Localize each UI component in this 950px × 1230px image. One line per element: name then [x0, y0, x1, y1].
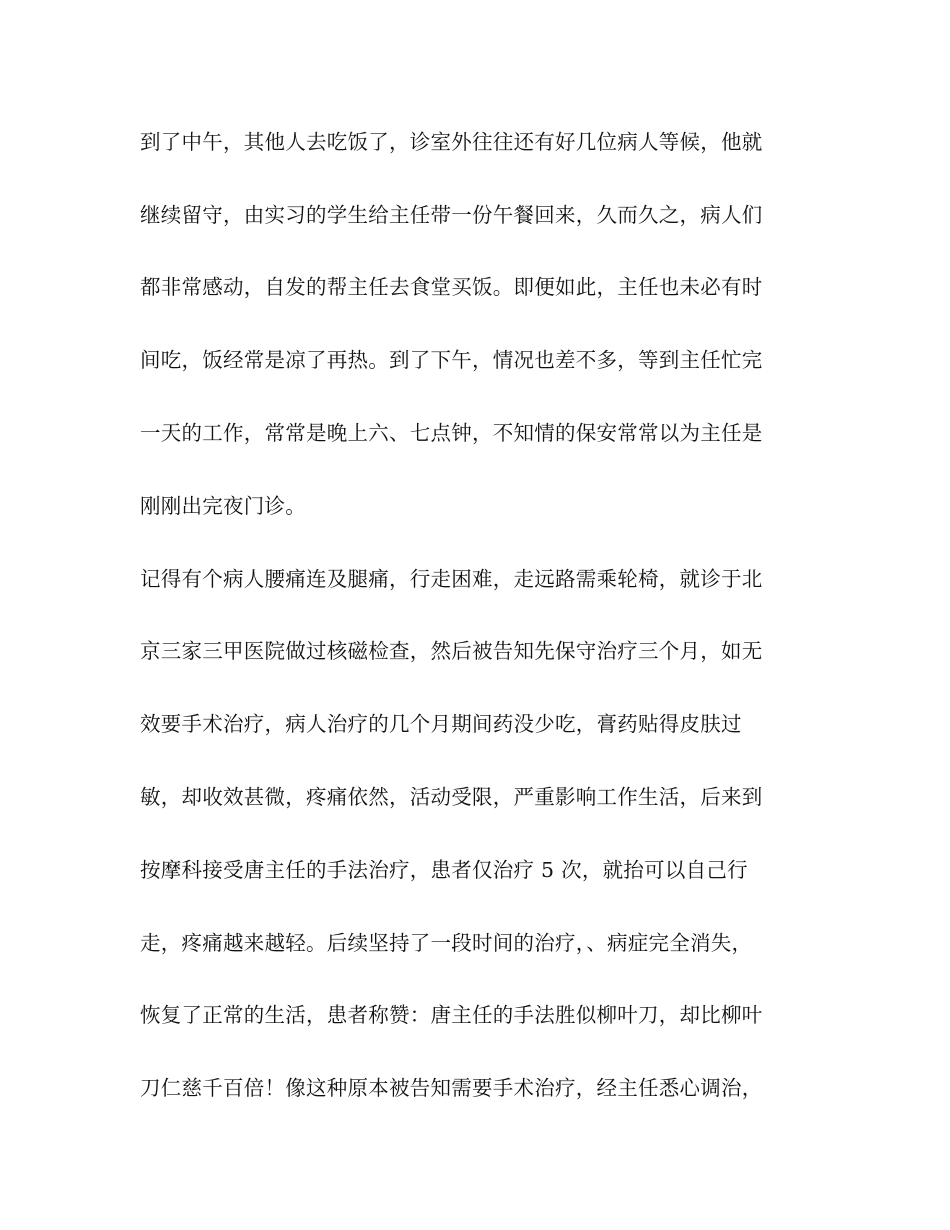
paragraph-1-line-1: 到了中午，其他人去吃饭了，诊室外往往还有好几位病人等候，他就: [140, 130, 763, 154]
paragraph-2-line-5: 按摩科接受唐主任的手法治疗，患者仅治疗 5 次，就抬可以自己行: [140, 858, 748, 882]
paragraph-1-line-4: 间吃，饭经常是凉了再热。到了下午，情况也差不多，等到主任忙完: [140, 348, 763, 372]
paragraph-2-line-6: 走，疼痛越来越轻。后续坚持了一段时间的治疗，、病症完全消失，: [140, 931, 753, 955]
paragraph-2-line-1: 记得有个病人腰痛连及腿痛，行走困难，走远路需乘轮椅，就诊于北: [140, 567, 763, 591]
paragraph-2-line-8: 刀仁慈千百倍！像这种原本被告知需要手术治疗，经主任悉心调治，: [140, 1076, 763, 1100]
paragraph-2-line-4: 敏，却收效甚微，疼痛依然，活动受限，严重影响工作生活，后来到: [140, 785, 763, 809]
paragraph-1-line-2: 继续留守，由实习的学生给主任带一份午餐回来，久而久之，病人们: [140, 203, 763, 227]
paragraph-2-line-7: 恢复了正常的生活，患者称赞：唐主任的手法胜似柳叶刀，却比柳叶: [140, 1003, 763, 1027]
paragraph-1-line-6: 刚刚出完夜门诊。: [140, 494, 306, 518]
paragraph-2-line-3: 效要手术治疗，病人治疗的几个月期间药没少吃，膏药贴得皮肤过: [140, 712, 742, 736]
paragraph-2-line-2: 京三家三甲医院做过核磁检查，然后被告知先保守治疗三个月，如无: [140, 639, 763, 663]
paragraph-1-line-3: 都非常感动，自发的帮主任去食堂买饭。即便如此，主任也未必有时: [140, 275, 763, 299]
paragraph-1-line-5: 一天的工作，常常是晚上六、七点钟，不知情的保安常常以为主任是: [140, 421, 763, 445]
